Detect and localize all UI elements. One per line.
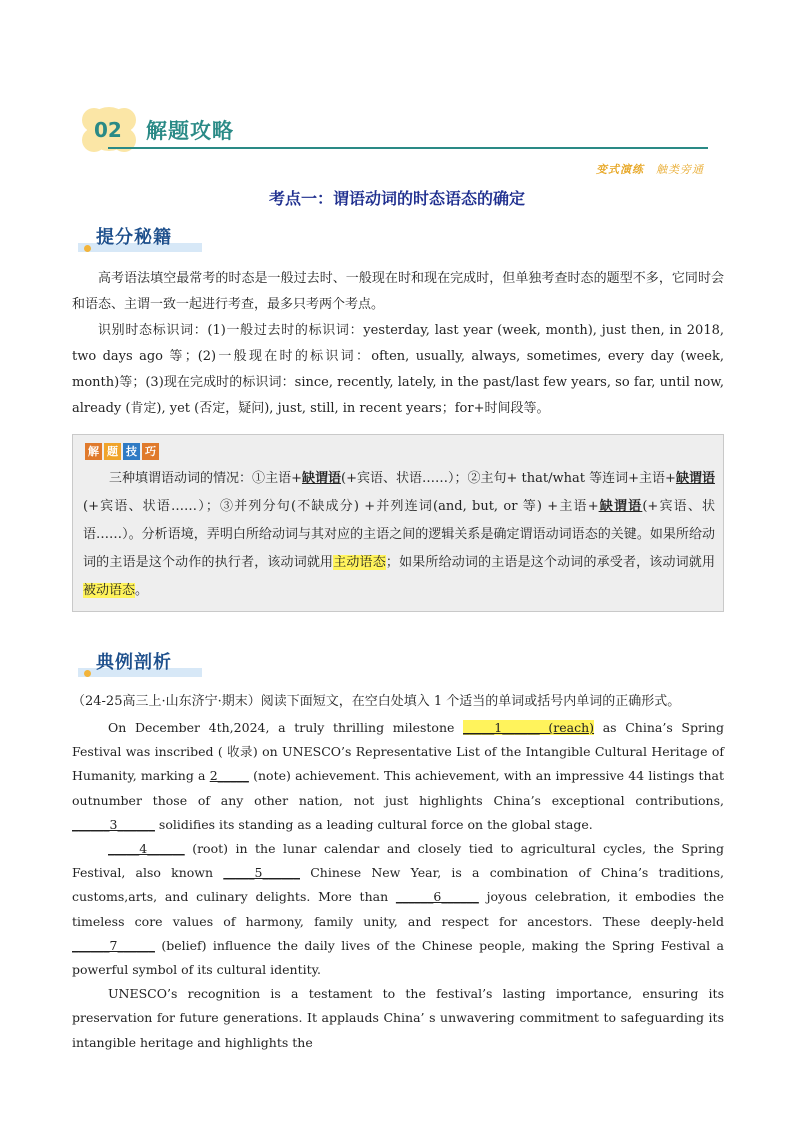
- passage-paragraph-3: UNESCO’s recognition is a testament to the festival’s lasting importance, ensuring its preservation for future generations. It applauds China’ s unwavering commitment to safeguarding its intangible heritage and highlights the: [72, 986, 724, 1050]
- blank-3[interactable]: ______3______: [72, 816, 155, 832]
- passage-text: On December 4th,2024, a truly thrilling milestone: [108, 720, 464, 735]
- intro-text: [72, 266, 724, 422]
- tip-tags: [85, 443, 159, 460]
- intro-paragraph-2: 识别时态标识词：(1)一般过去时的标识词：yesterday, last year (week, month), just then, in 2018, two days ago 等；(2)一般现在时的标识词：often, usually, always, sometimes, every day (week, month)等；(3)现在完成时的标识词：since, recently, lately, in the past/last few years, so far, until now, already (肯定), yet (否定，疑问), just, still, in recent years；for+时间段等。: [72, 323, 724, 416]
- tip-emphasis: 缺谓语: [598, 499, 643, 514]
- blank-5[interactable]: _____5______: [223, 865, 300, 881]
- section-divider: [108, 147, 708, 149]
- blank-7[interactable]: ______7______: [72, 937, 155, 953]
- section-number: 02: [94, 118, 122, 142]
- tip-segment: 。: [135, 583, 149, 598]
- tip-emphasis: 缺谓语: [675, 471, 715, 486]
- blank-2[interactable]: 2_____: [209, 768, 249, 784]
- tip-tag: 题: [104, 443, 121, 460]
- intro-paragraph-1: 高考语法填空最常考的时态是一般过去时、一般现在时和现在完成时，但单独考查时态的题型不多，它同时会和语态、主谓一致一起进行考查，最多只考两个考点。: [72, 271, 724, 312]
- subheader-examples-label: 典例剖析: [96, 652, 172, 673]
- blank-6[interactable]: ______6______: [395, 889, 479, 905]
- passage-text: Chinese New Year, is a combination of China’s traditions, customs,arts, and culinary delights. More than: [72, 865, 724, 905]
- tip-text: [83, 465, 715, 605]
- tagline-part2: 触类旁通: [656, 163, 704, 176]
- tip-segment: (+宾语、状语……）；②主句+ that/what 等连词+主语+: [341, 471, 676, 486]
- tip-tag: 技: [123, 443, 140, 460]
- tip-highlight-passive: 被动语态: [83, 583, 136, 598]
- blank-4[interactable]: _____4______: [108, 841, 185, 857]
- passage-paragraph-2: [72, 837, 724, 982]
- tip-segment: 三种填谓语动词的情况：①主语+: [109, 471, 302, 486]
- tip-tag: 巧: [142, 443, 159, 460]
- tip-segment: (+宾语、状语……）。分析语境，弄明白所给动词与其对应的主语之间的逻辑关系是确定谓语动词语态的关键。如果所给动词的主语是这个动作的执行者，该动词就用: [83, 499, 716, 570]
- tip-highlight-active: 主动语态: [333, 555, 386, 570]
- tagline: [596, 161, 704, 177]
- subheader-tips: [78, 223, 202, 253]
- section-title: 解题攻略: [146, 119, 234, 143]
- blank-1[interactable]: _____1______ (reach): [463, 720, 595, 735]
- passage-text: solidifies its standing as a leading cultural force on the global stage.: [154, 816, 593, 832]
- tip-tag: 解: [85, 443, 102, 460]
- tagline-part1: 变式演练: [596, 163, 644, 176]
- subheader-tips-label: 提分秘籍: [96, 227, 172, 248]
- bullet-icon: [84, 245, 91, 252]
- passage-paragraph-1: [72, 716, 724, 837]
- tip-segment: ；如果所给动词的主语是这个动词的承受者，该动词就用: [385, 555, 715, 570]
- passage-text: (root) in the lunar calendar and closely tied to agricultural cycles, the Spring Festival, also known: [72, 841, 724, 881]
- subheader-examples: [78, 648, 202, 678]
- passage-text: (belief) influence the daily lives of the Chinese people, making the Spring Festival a powerful symbol of its cultural identity.: [72, 937, 724, 978]
- passage-text: (note) achievement. This achievement, with an impressive 44 listings that outnumber those of any other nation, not just highlights China’s exceptional contributions,: [72, 768, 724, 808]
- bullet-icon: [84, 670, 91, 677]
- passage-text: as China’s Spring Festival was inscribed ( 收录) on UNESCO’s Representative List of the Intangible Cultural Heritage of Humanity, marking a: [72, 720, 724, 784]
- tip-emphasis: 缺谓语: [301, 471, 341, 486]
- cloze-passage: [72, 716, 724, 1055]
- tip-segment: (+宾语、状语……）；③并列分句(不缺成分) +并列连词(and, but, or 等) +主语+: [83, 499, 599, 514]
- example-source: （24-25高三上·山东济宁·期末）阅读下面短文，在空白处填入 1 个适当的单词或括号内单词的正确形式。: [72, 694, 681, 709]
- tip-box: [72, 434, 724, 612]
- page-title: 考点一：谓语动词的时态语态的确定: [268, 189, 525, 208]
- passage-text: joyous celebration, it embodies the timeless core values of harmony, family unity, and respect for ancestors. These deeply-held: [72, 889, 724, 929]
